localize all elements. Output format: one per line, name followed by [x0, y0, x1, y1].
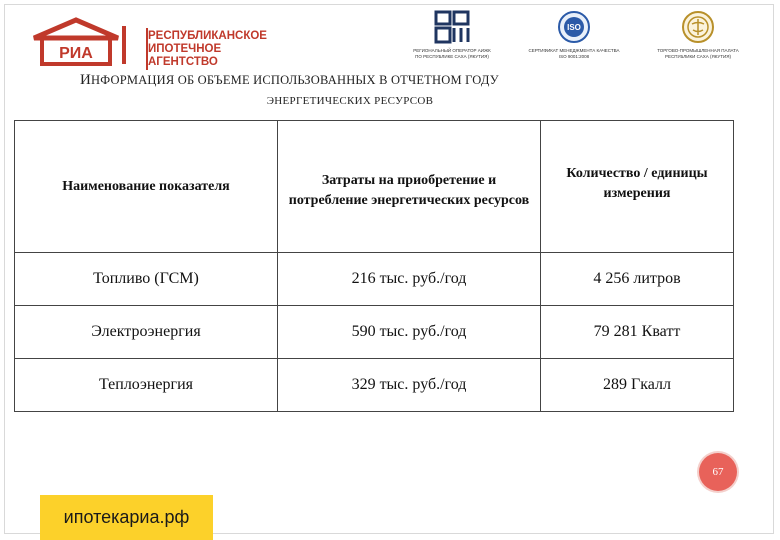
- agency-name-line: РЕСПУБЛИКАНСКОЕ: [148, 30, 267, 42]
- site-link[interactable]: ипотекариа.рф: [40, 495, 213, 540]
- table-cell: Электроэнергия: [15, 306, 278, 359]
- agency-name-line: АГЕНТСТВО: [148, 56, 218, 68]
- iso-certificate-icon: [556, 10, 592, 44]
- column-header: Затраты на приобретение и потребление энергетических ресурсов: [278, 121, 541, 253]
- table-cell: Топливо (ГСМ): [15, 253, 278, 306]
- partner-chamber: [642, 10, 754, 60]
- table-header-row: [15, 121, 734, 253]
- svg-text:РИА: РИА: [59, 45, 93, 62]
- column-header: Наименование показателя: [15, 121, 278, 253]
- table-cell: 216 тыс. руб./год: [278, 253, 541, 306]
- house-logo-icon: [28, 16, 140, 68]
- agency-name: [148, 30, 288, 69]
- energy-resources-table: [14, 120, 734, 412]
- partner-iso: [518, 10, 630, 60]
- partner-caption: [402, 48, 502, 60]
- chamber-of-commerce-icon: [680, 10, 716, 44]
- partner-dom-rf: [402, 10, 502, 60]
- caption-line: СЕРТИФИКАТ МЕНЕДЖМЕНТА КАЧЕСТВА: [528, 48, 620, 53]
- table-row: [15, 359, 734, 412]
- agency-name-line: ИПОТЕЧНОЕ: [148, 43, 222, 55]
- caption-line: РЕСПУБЛИКИ САХА (ЯКУТИЯ): [664, 54, 731, 59]
- agency-logo: [28, 12, 267, 68]
- partner-caption: [642, 48, 754, 60]
- page-number-badge: 67: [699, 453, 737, 491]
- table-row: [15, 253, 734, 306]
- table-cell: 590 тыс. руб./год: [278, 306, 541, 359]
- svg-text:ISO: ISO: [567, 23, 581, 32]
- table-cell: Теплоэнергия: [15, 359, 278, 412]
- title-line-1: НФОРМАЦИЯ ОБ ОБЪЕМЕ ИСПОЛЬЗОВАННЫХ В ОТЧЕТНОМ ГОДУ: [91, 73, 499, 87]
- caption-line: ТОРГОВО-ПРОМЫШЛЕННАЯ ПАЛАТА: [657, 48, 739, 53]
- table-cell: 79 281 Кватт: [541, 306, 734, 359]
- column-header: Количество / единицы измерения: [541, 121, 734, 253]
- title-first-letter: И: [80, 72, 92, 88]
- table-cell: 289 Гкалл: [541, 359, 734, 412]
- dom-rf-logo-icon: [434, 10, 470, 44]
- caption-line: ПО РЕСПУБЛИКЕ САХА (ЯКУТИЯ): [415, 54, 489, 59]
- partner-caption: [518, 48, 630, 60]
- page-title: [80, 72, 640, 89]
- caption-line: РЕГИОНАЛЬНЫЙ ОПЕРАТОР АИЖК: [413, 48, 491, 53]
- table-cell: 329 тыс. руб./год: [278, 359, 541, 412]
- table-row: [15, 306, 734, 359]
- page-subtitle: ЭНЕРГЕТИЧЕСКИХ РЕСУРСОВ: [266, 95, 434, 107]
- table-cell: 4 256 литров: [541, 253, 734, 306]
- caption-line: ISO 9001:2008: [558, 54, 590, 59]
